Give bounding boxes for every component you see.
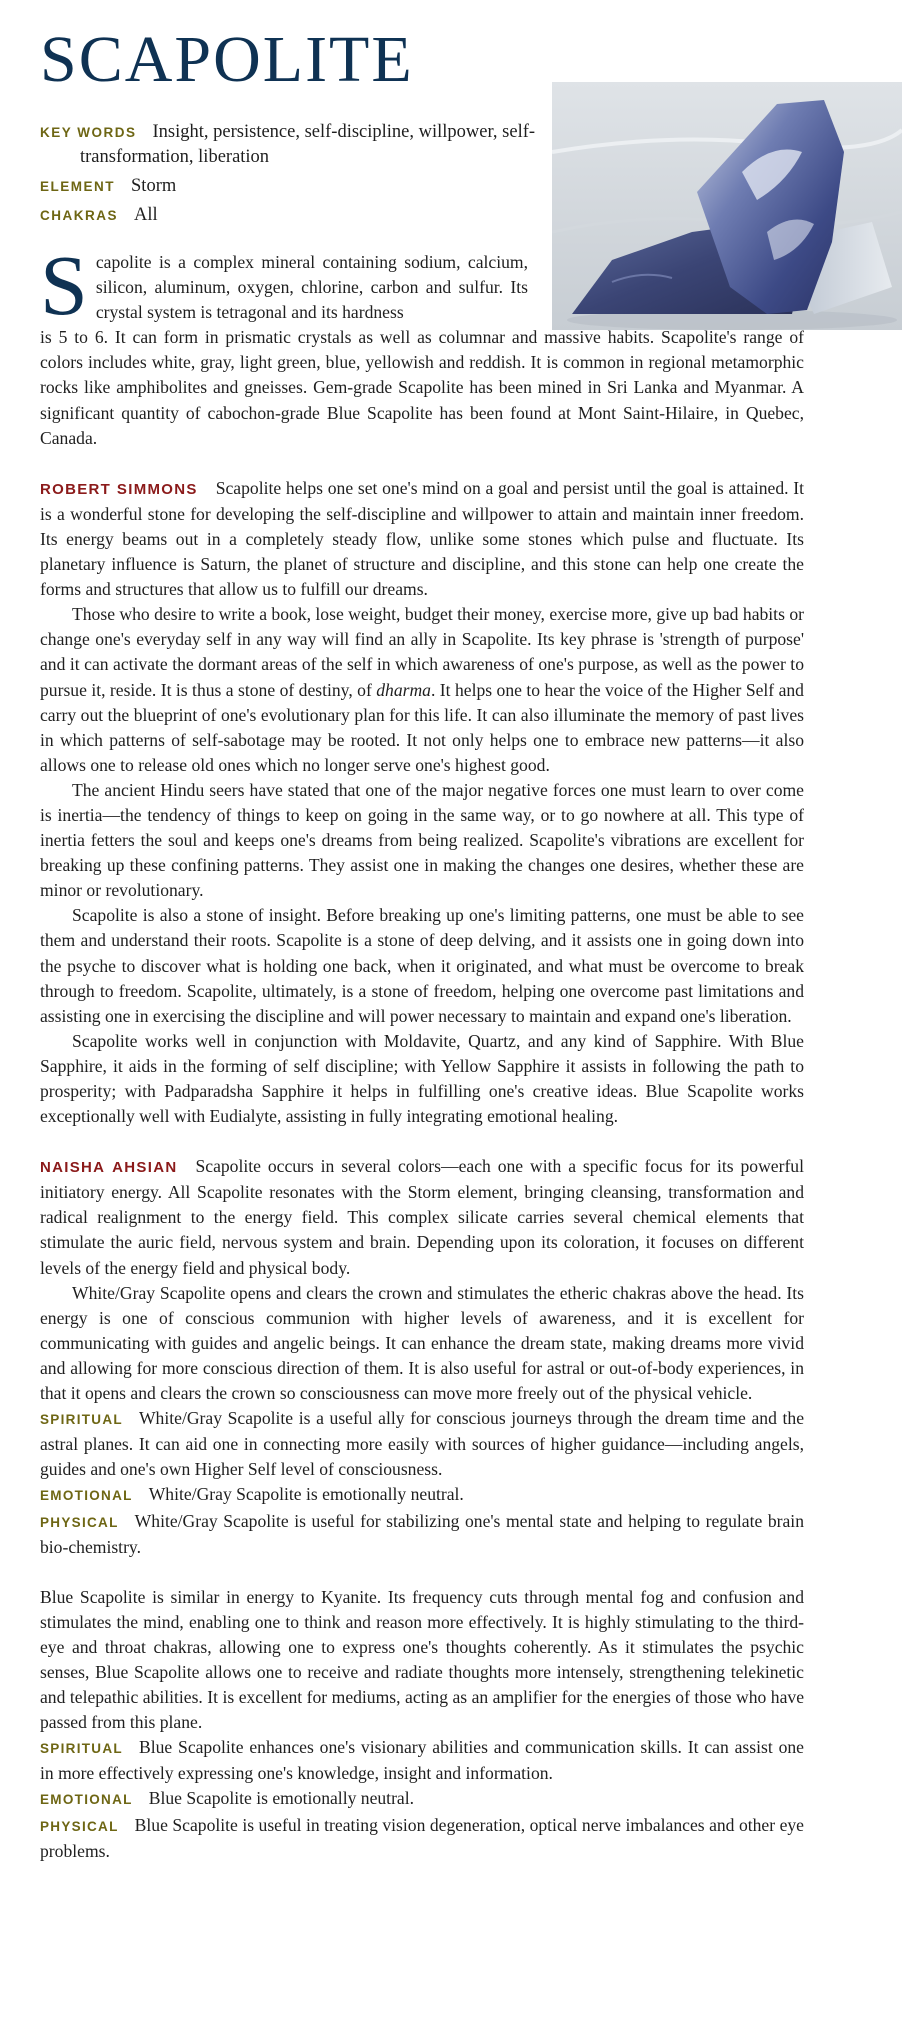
article-body — [40, 237, 805, 1864]
chakras-value: All — [134, 205, 158, 225]
blue-emotional: EMOTIONAL Blue Scapolite is emotionally neutral. — [40, 1788, 415, 1809]
key-words-row — [40, 120, 540, 170]
element-value: Storm — [131, 176, 177, 196]
key-words-label: KEY WORDS — [40, 125, 137, 140]
dharma-term: dharma — [376, 679, 431, 700]
white-emotional: EMOTIONAL White/Gray Scapolite is emotionally neutral. — [40, 1484, 464, 1505]
key-words-value: Insight, persistence, self-discipline, willpower, self-transformation, liberation — [80, 122, 536, 167]
chakras-row — [40, 203, 540, 228]
white-spiritual: SPIRITUAL White/Gray Scapolite is a useful ally for conscious journeys through the dream time and the astral planes. It can aid one in connecting more easily with sources of higher guidance—including angels, guides and one's own Higher Self level of consciousness. — [40, 1408, 804, 1480]
white-physical-label: PHYSICAL — [40, 1514, 119, 1530]
element-row — [40, 174, 540, 199]
blue-physical: PHYSICAL Blue Scapolite is useful in treating vision degeneration, optical nerve imbalances and other eye problems. — [40, 1814, 804, 1861]
blue-physical-label: PHYSICAL — [40, 1818, 119, 1834]
blue-spiritual-label: SPIRITUAL — [40, 1741, 123, 1757]
simmons-p5: Scapolite works well in conjunction with Moldavite, Quartz, and any kind of Sapphire. With Blue Sapphire, it aids in the forming of self discipline; with Yellow Sapphire it assists in following the path to prosperity; with Padparadsha Sapphire it helps in fulfilling one's creative ideas. Blue Scapolite works exceptionally well with Eudialyte, assisting in fully integrating emotional healing. — [40, 1030, 804, 1127]
white-physical: PHYSICAL White/Gray Scapolite is useful for stabilizing one's mental state and helping to regulate brain bio-chemistry. — [40, 1510, 804, 1557]
white-spiritual-label: SPIRITUAL — [40, 1412, 123, 1428]
ahsian-p2: White/Gray Scapolite opens and clears the crown and stimulates the etheric chakras above the head. Its energy is one of conscious communion with higher levels of awareness, and it is excellent for communicating with guides and angelic beings. It can enhance the dream state, making dreams more vivid and allowing for more conscious direction of them. It is also useful for astral or out-of-body experiences, in that it opens and clears the crown so consciousness can move more freely out of the physical vehicle. — [40, 1282, 804, 1404]
simmons-p3: The ancient Hindu seers have stated that one of the major negative forces one must learn to over come is inertia—the tendency of things to keep on going in the same way, or to go nowhere at all. This type of inertia fetters the soul and keeps one's dreams from being realized. Scapolite's vibrations are excellent for breaking up these confining patterns. They assist one in making the changes one desires, whether these are minor or revolutionary. — [40, 779, 804, 901]
element-label: ELEMENT — [40, 179, 116, 194]
ahsian-section — [40, 1154, 804, 1864]
chakras-label: CHAKRAS — [40, 208, 118, 223]
blue-emotional-label: EMOTIONAL — [40, 1792, 133, 1808]
intro-text-rest: is 5 to 6. It can form in prismatic crystals as well as columnar and massive habits. Scapolite's range of colors includes white, gray, light green, blue, yellowish and reddish. It is common in regional metamorphic rocks like amphibolites and gneisses. Gem-grade Scapolite has been mined in Sri Lanka and Myanmar. A significant quantity of cabochon-grade Blue Scapolite has been found at Mont Saint-Hilaire, in Quebec, Canada. — [40, 327, 804, 448]
attributes-block — [40, 120, 540, 232]
white-emotional-label: EMOTIONAL — [40, 1488, 133, 1504]
author-naisha-ahsian: NAISHA AHSIAN — [40, 1159, 178, 1177]
ahsian-p1: Scapolite occurs in several colors—each one with a specific focus for its powerful initiatory energy. All Scapolite resonates with the Storm element, bringing cleansing, transformation and radical realignment to the energy field. This complex silicate carries several chemical elements that stimulate the auric field, nervous system and brain. Depending upon its coloration, it focuses on different levels of the energy field and physical body. — [40, 1156, 804, 1278]
simmons-p2: Those who desire to write a book, lose weight, budget their money, exercise more, give up bad habits or change one's everyday self in any way will find an ally in Scapolite. Its key phrase is 'strength of purpose' and it can activate the dormant areas of the self in which awareness of one's purpose, as well as the power to pursue it, reside. It is thus a stone of destiny, of dharma. It helps one to hear the voice of the Higher Self and carry out the blueprint of one's evolutionary plan for this life. It can also illuminate the memory of past lives in which patterns of self-sabotage may be rooted. It not only helps one to embrace new patterns—it also allows one to release old ones which no longer serve one's highest good. — [40, 604, 804, 775]
author-robert-simmons: ROBERT SIMMONS — [40, 480, 198, 498]
intro-paragraph — [40, 237, 804, 451]
drop-cap: S — [40, 237, 88, 333]
intro-text-head: capolite is a complex mineral containing sodium, calcium, silicon, aluminum, oxygen, chlorine, carbon and sulfur. Its crystal system is tetragonal and its hardness — [95, 252, 528, 323]
blue-scapolite-paragraph: Blue Scapolite is similar in energy to Kyanite. Its frequency cuts through mental fog and confusion and stimulates the mind, enabling one to think and reason more effectively. It is highly stimulating to the third-eye and throat chakras, allowing one to express one's thoughts coherently. As it stimulates the psychic senses, Blue Scapolite allows one to receive and radiate thoughts more intensely, strengthening telekinetic and telepathic abilities. It is excellent for mediums, acting as an amplifier for the energies of those who have passed from this plane. — [40, 1586, 804, 1733]
simmons-p1: Scapolite helps one set one's mind on a goal and persist until the goal is attained. It is a wonderful stone for developing the self-discipline and willpower to attain and maintain inner freedom. Its energy beams out in a completely steady flow, unlike some stones which pulse and fluctuate. Its planetary influence is Saturn, the planet of structure and discipline, and this stone can help one create the forms and structures that allow us to fulfill our dreams. — [40, 477, 805, 600]
page-title: SCAPOLITE — [40, 23, 414, 96]
blue-spiritual: SPIRITUAL Blue Scapolite enhances one's visionary abilities and communication skills. It can assist one in more effectively expressing one's knowledge, insight and information. — [40, 1737, 804, 1784]
simmons-p4: Scapolite is also a stone of insight. Before breaking up one's limiting patterns, one must be able to see them and understand their roots. Scapolite is a stone of deep delving, and it assists one in going down into the psyche to discover what is holding one back, when it originated, and what must be overcome to break through to freedom. Scapolite, ultimately, is a stone of freedom, helping one overcome past limitations and assisting one in exercising the discipline and will power necessary to maintain and expand one's liberation. — [40, 905, 804, 1026]
simmons-section — [40, 476, 804, 1129]
